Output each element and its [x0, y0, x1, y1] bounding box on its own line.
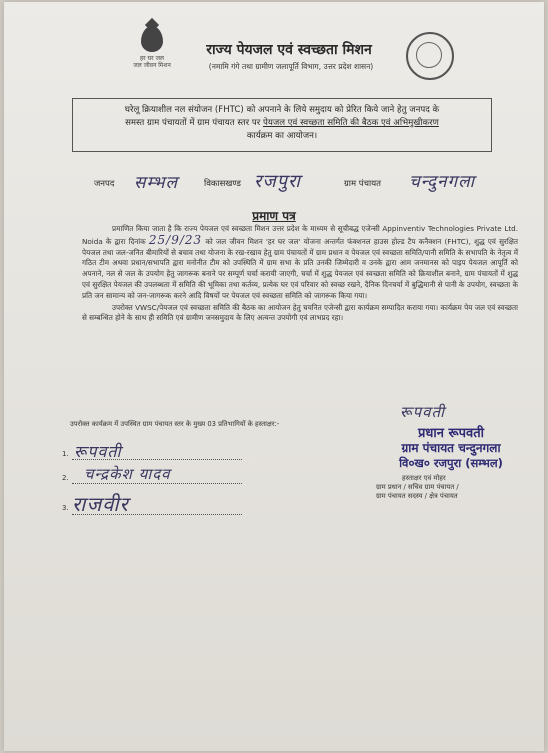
seal-caption-3: ग्राम पंचायत सदस्य / क्षेत्र पंचायत — [376, 492, 458, 500]
subject-line-3: कार्यक्रम का आयोजन। — [246, 131, 318, 141]
signature-line-3 — [72, 514, 242, 515]
emblem-inner-ring — [416, 42, 442, 68]
gram-panchayat-value: चन्दुनगला — [409, 172, 476, 192]
certificate-body — [82, 224, 518, 324]
water-drop-icon — [141, 26, 163, 52]
signature-3: राजवीर — [72, 492, 129, 516]
document-title: प्रमाण पत्र — [252, 209, 296, 223]
district-value: सम्भल — [134, 173, 179, 193]
body-paragraph-1b: को जल जीवन मिशन 'हर घर जल' योजना अन्तर्गत फंक्शनल हाउस होल्ड टैप कनैक्शन (FHTC), शुद्ध एवं सुरक्षित पेयजल तथा जल-जनित बीमारियों से बचाव तथा योजना के रख-रखाव हेतु ग्राम पंचायतों में ग्राम प्रधान व पेयजल एवं स्वच्छता समिति/पानी समिति के सभापति के नेतृत्व में गठित टीम अथवा प्रधान/सभापति द्वारा मनोनीत टीम को उपस्थिति में ग्राम सभा के प्रति उनकी जिम्मेदारी व उनके द्वारा आम जनमानस को पाइप पेयजल आपूर्ति को अपनाने, नल से जल के उपयोग हेतु जागरूक बनाने पर सम्पूर्ण चर्चा करायी जाएगी, चर्चा में शुद्ध पेयजल एवं स्वच्छता समिति को क्रियाशील बनाने, ग्राम पंचायतों में शुद्ध एवं सुरक्षित पेयजल की उपलब्धता में समिति की भूमिका तथा कर्तव्य, प्रत्येक घर एवं परिवार को स्वच्छ रखने, दैनिक दिनचर्या में बुद्धिमानी से पानी के उपयोग, स्वच्छता के प्रति जन सामान्य को जन-जागरूक करने आदि विषयों पर पेयजल एवं स्वच्छता समिति को जागरूक किया गया। — [82, 236, 519, 300]
signatures-intro: उपरोक्त कार्यक्रम में उपस्थित ग्राम पंचायत स्तर के मुख्य 03 प्रतिभागियों के हस्ताक्षर:- — [70, 420, 280, 428]
signature-number-3: 3. — [62, 504, 69, 512]
header-subtitle: (नमामि गंगे तथा ग्रामीण जलापूर्ति विभाग, उत्तर प्रदेश शासन) — [208, 62, 374, 71]
signature-row-1 — [62, 442, 262, 464]
signature-line-2 — [72, 483, 242, 484]
block-label: विकासखण्ड — [204, 179, 241, 189]
document-page — [4, 2, 544, 751]
state-emblem-icon — [406, 32, 454, 80]
stamp-line-2: ग्राम पंचायत चन्दुनगला — [401, 441, 501, 455]
gram-panchayat-label: ग्राम पंचायत — [344, 179, 381, 189]
header-title: राज्य पेयजल एवं स्वच्छता मिशन — [206, 42, 372, 58]
body-paragraph-2: उपरोक्त VWSC/पेयजल एवं स्वच्छता समिति की बैठक का आयोजन हेतु चयनित एजेन्सी द्वारा कार्यक्रम सम्पादित कराया गया। कार्यक्रम पेय जल एवं स्वच्छता से सम्बन्धित होने के साथ ही समिति एवं ग्रामीण जनसमुदाय के लिए अत्यन्त उपयोगी एवं लाभप्रद रहा। — [82, 302, 518, 323]
seal-caption-1: हस्ताक्षर एवं मोहर — [402, 474, 446, 482]
official-stamp — [376, 426, 526, 471]
stamp-line-3: वि०ख० रजपुरा (सम्भल) — [399, 456, 503, 470]
subject-line-2-pre: समस्त ग्राम पंचायतों में ग्राम पंचायत स्तर पर — [125, 118, 261, 128]
district-label: जनपद — [94, 179, 115, 189]
logo-caption: हर घर जल जल जीवन मिशन — [133, 55, 171, 69]
signature-number-2: 2. — [62, 474, 69, 482]
signature-number-1: 1. — [62, 450, 69, 458]
seal-caption-2: ग्राम प्रधान / सचिव ग्राम पंचायत / — [376, 483, 459, 491]
stamp-line-1: प्रधान रूपवती — [418, 426, 484, 441]
location-fill-row — [94, 172, 534, 196]
jal-jeevan-mission-logo — [124, 26, 180, 86]
subject-box — [72, 98, 492, 152]
signature-row-3 — [62, 492, 262, 518]
block-value: रजपुरा — [254, 171, 301, 192]
signature-2: चन्द्रकेश यादव — [84, 465, 171, 483]
seal-caption — [376, 474, 526, 501]
subject-line-2-underlined: पेयजल एवं स्वच्छता समिति की बैठक एवं अभिमुखीकरण — [263, 118, 439, 128]
signature-1: रूपवती — [74, 442, 122, 461]
subject-line-1: घरेलू क्रियाशील नल संयोजन (FHTC) को अपनाने के लिये समुदाय को प्रेरित किये जाने हेतु जनपद के — [124, 105, 440, 115]
signature-line-1 — [72, 459, 242, 460]
signature-row-2 — [62, 464, 262, 486]
pradhan-signature: रूपवती — [400, 403, 445, 421]
body-paragraph-1a: प्रमाणित किया जाता है कि राज्य पेयजल एवं स्वच्छता मिशन उत्तर प्रदेश के माध्यम से सूचीबद्ध एजेन्सी Appinventiv Technologies Private Ltd. Noida के द्वारा दिनांक — [82, 224, 518, 246]
date-value: 25/9/23 — [148, 232, 203, 247]
